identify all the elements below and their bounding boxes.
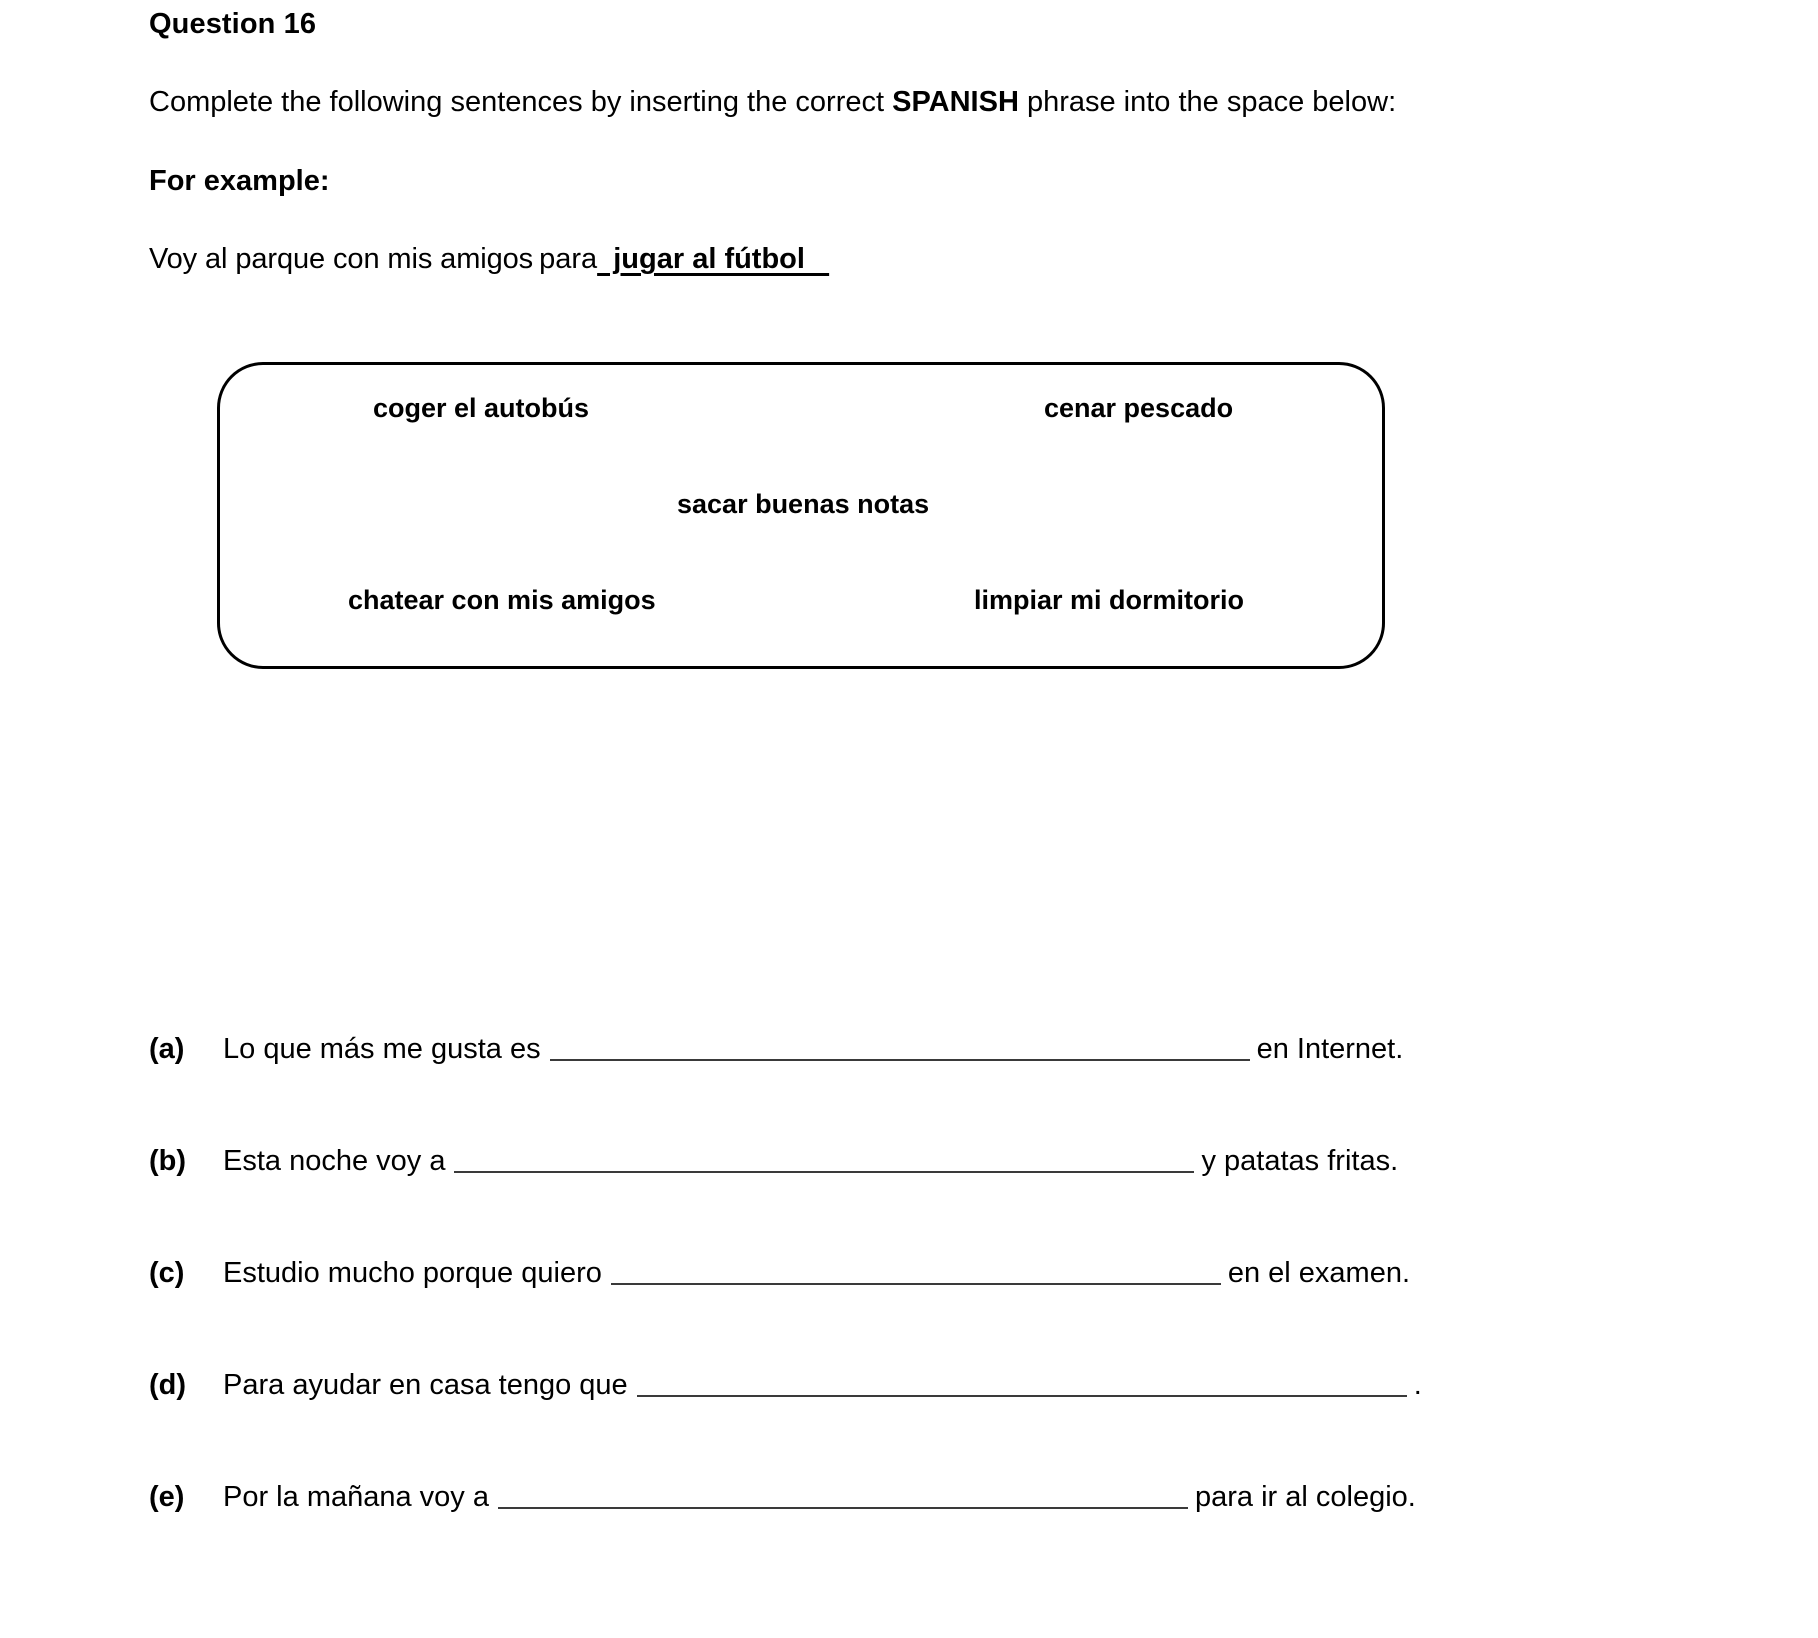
answer-blank-e[interactable] [498, 1477, 1188, 1509]
item-stem-c: Estudio mucho porque quiero [223, 1257, 602, 1289]
for-example-label: For example: [149, 165, 330, 197]
question-item-c [149, 1250, 1410, 1290]
answer-blank-c[interactable] [611, 1253, 1221, 1285]
answer-blank-d[interactable] [637, 1365, 1407, 1397]
instruction-emphasis: SPANISH [892, 86, 1019, 118]
item-letter-a: (a) [149, 1033, 185, 1065]
question-item-e [149, 1474, 1416, 1514]
item-letter-b: (b) [149, 1145, 187, 1177]
item-tail-e: para ir al colegio. [1194, 1481, 1416, 1513]
example-answer: jugar al fútbol [597, 243, 830, 275]
word-bank-option-limpiar-mi-dormitorio: limpiar mi dormitorio [974, 585, 1245, 615]
instruction-text [149, 86, 1396, 119]
example-connector: para [539, 243, 598, 275]
word-bank-option-sacar-buenas-notas: sacar buenas notas [677, 489, 930, 519]
item-stem-b: Esta noche voy a [223, 1145, 446, 1177]
item-tail-a: en Internet. [1256, 1033, 1404, 1065]
item-tail-b: y patatas fritas. [1201, 1145, 1399, 1177]
example-sentence [149, 243, 829, 276]
word-bank-box [217, 362, 1385, 669]
word-bank-option-coger-el-autobus: coger el autobús [373, 393, 590, 423]
answer-blank-a[interactable] [550, 1029, 1250, 1061]
example-lead: Voy al parque con mis amigos [149, 243, 534, 275]
item-letter-d: (d) [149, 1369, 187, 1401]
item-letter-c: (c) [149, 1257, 185, 1289]
page-title: Question 16 [149, 8, 317, 40]
instruction-before: Complete the following sentences by inserting the correct [149, 86, 893, 118]
word-bank-option-cenar-pescado: cenar pescado [1044, 393, 1234, 423]
item-tail-d: . [1413, 1369, 1422, 1401]
item-stem-a: Lo que más me gusta es [223, 1033, 541, 1065]
answer-blank-b[interactable] [454, 1141, 1194, 1173]
question-item-d [149, 1362, 1422, 1402]
item-stem-d: Para ayudar en casa tengo que [223, 1369, 628, 1401]
item-stem-e: Por la mañana voy a [223, 1481, 489, 1513]
word-bank-option-chatear-con-mis-amigos: chatear con mis amigos [348, 585, 656, 615]
question-item-a [149, 1026, 1403, 1066]
instruction-after: phrase into the space below: [1018, 86, 1397, 118]
question-item-b [149, 1138, 1398, 1178]
item-letter-e: (e) [149, 1481, 185, 1513]
item-tail-c: en el examen. [1227, 1257, 1411, 1289]
